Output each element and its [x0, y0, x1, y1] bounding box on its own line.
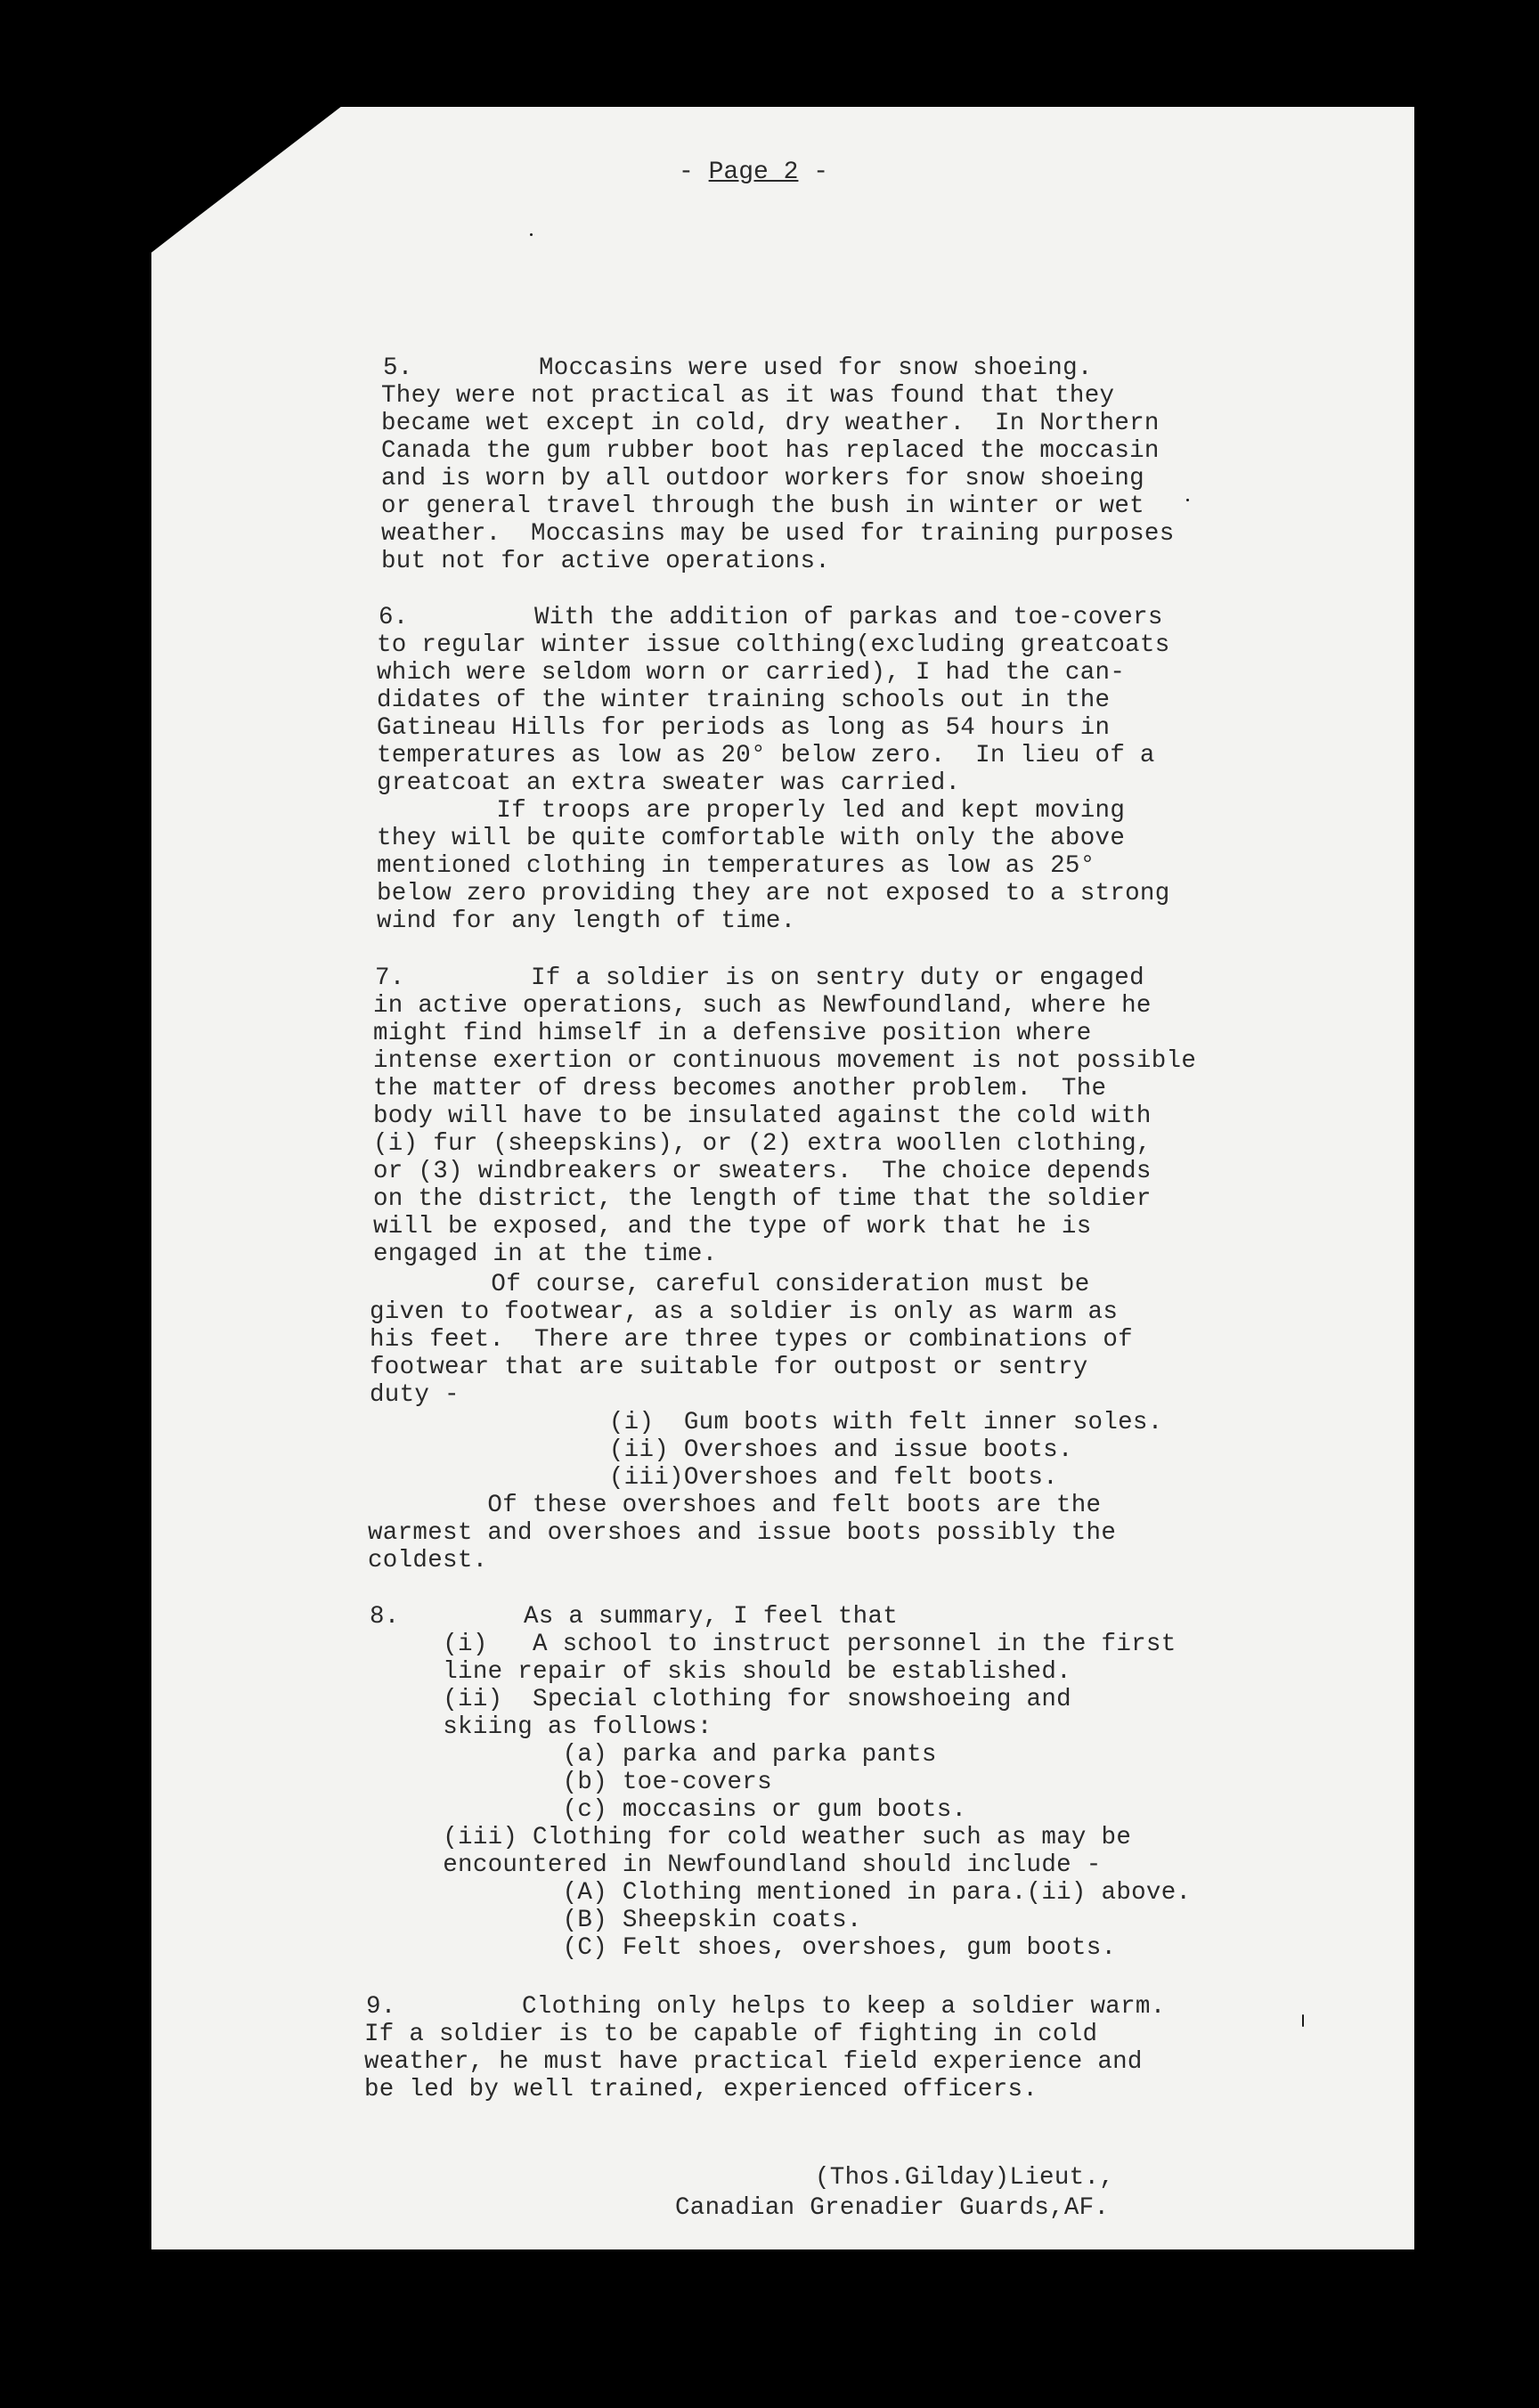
para7-line: (i) fur (sheepskins), or (2) extra woollen clothing, [373, 1130, 1152, 1158]
para6-line: to regular winter issue colthing(excluding greatcoats [377, 631, 1170, 659]
para7-line: intense exertion or continuous movement is not possible [373, 1047, 1197, 1075]
para7-line: body will have to be insulated against the cold with [373, 1102, 1152, 1130]
page-header [679, 159, 828, 186]
para6-line: If troops are properly led and kept moving [377, 797, 1126, 825]
para7-line: given to footwear, as a soldier is only as warm as [370, 1298, 1119, 1326]
para8-line: (i) A school to instruct personnel in the first [383, 1631, 1177, 1658]
para9-line: weather, he must have practical field experience and [364, 2048, 1143, 2076]
para8-list-item: (a) parka and parka pants [383, 1741, 937, 1769]
para6-line: With the addition of parkas and toe-covers [534, 604, 1163, 631]
para5-line: Canada the gum rubber boot has replaced the moccasin [381, 437, 1160, 465]
para9-line: If a soldier is to be capable of fighting in cold [364, 2021, 1098, 2048]
para8-number: 8. [370, 1603, 400, 1631]
para8-line: skiing as follows: [383, 1713, 712, 1741]
para6-line: mentioned clothing in temperatures as low as 25° [377, 852, 1095, 880]
para5-line: They were not practical as it was found that they [381, 382, 1115, 410]
para7-line: duty - [370, 1381, 460, 1409]
para7-line: Of these overshoes and felt boots are the [368, 1492, 1102, 1519]
para7-line: warmest and overshoes and issue boots possibly the [368, 1519, 1117, 1547]
para7-list-item: (iii)Overshoes and felt boots. [370, 1464, 1058, 1492]
para7-line: on the district, the length of time that the soldier [373, 1185, 1152, 1213]
para7-line: might find himself in a defensive position where [373, 1020, 1092, 1047]
scan-speck [1186, 499, 1189, 501]
para7-list-item: (i) Gum boots with felt inner soles. [370, 1409, 1163, 1436]
para7-line: will be exposed, and the type of work that he is [373, 1213, 1092, 1241]
scan-speck [1302, 2014, 1304, 2027]
para6-line: wind for any length of time. [377, 907, 796, 935]
para5-line: but not for active operations. [381, 548, 831, 575]
para5-line: weather. Moccasins may be used for training purposes [381, 520, 1175, 548]
page-number-label: Page 2 [708, 159, 799, 186]
para7-line: engaged in at the time. [373, 1241, 718, 1268]
para9-number: 9. [366, 1993, 396, 2021]
para5-line: Moccasins were used for snow shoeing. [539, 354, 1093, 382]
para6-line: they will be quite comfortable with only the above [377, 825, 1126, 852]
para7-number: 7. [375, 964, 405, 992]
para7-line: Of course, careful consideration must be [371, 1271, 1090, 1298]
para8-line: (iii) Clothing for cold weather such as may be [383, 1824, 1132, 1851]
para5-number: 5. [383, 354, 413, 382]
para5-line: and is worn by all outdoor workers for snow shoeing [381, 465, 1144, 492]
para7-line: in active operations, such as Newfoundland, where he [373, 992, 1152, 1020]
para6-line: which were seldom worn or carried), I had the can- [377, 659, 1126, 687]
para5-line: became wet except in cold, dry weather. In Northern [381, 410, 1160, 437]
para7-line: footwear that are suitable for outpost or sentry [370, 1354, 1088, 1381]
para8-list-item: (b) toe-covers [383, 1769, 772, 1796]
para8-list-item: (C) Felt shoes, overshoes, gum boots. [383, 1934, 1117, 1962]
para6-line: greatcoat an extra sweater was carried. [377, 769, 961, 797]
para6-line: below zero providing they are not exposed to a strong [377, 880, 1170, 907]
para7-line: his feet. There are three types or combinations of [370, 1326, 1133, 1354]
para7-line: coldest. [368, 1547, 488, 1574]
para8-list-item: (B) Sheepskin coats. [383, 1907, 862, 1934]
para9-line: be led by well trained, experienced officers. [364, 2076, 1038, 2103]
para8-line: As a summary, I feel that [524, 1603, 899, 1631]
para9-line: Clothing only helps to keep a soldier warm. [522, 1993, 1166, 2021]
signature-unit: Canadian Grenadier Guards,AF. [675, 2194, 1110, 2222]
para7-line: or (3) windbreakers or sweaters. The choice depends [373, 1158, 1152, 1185]
para6-line: Gatineau Hills for periods as long as 54 hours in [377, 714, 1111, 742]
para6-line: didates of the winter training schools out in the [377, 687, 1111, 714]
para8-line: (ii) Special clothing for snowshoeing and [383, 1686, 1071, 1713]
para8-list-item: (A) Clothing mentioned in para.(ii) above. [383, 1879, 1192, 1907]
header-dash-right: - [798, 159, 829, 186]
para5-line: or general travel through the bush in winter or wet [381, 492, 1144, 520]
para6-line: temperatures as low as 20° below zero. In lieu of a [377, 742, 1155, 769]
para8-list-item: (c) moccasins or gum boots. [383, 1796, 967, 1824]
para6-number: 6. [379, 604, 409, 631]
para8-line: encountered in Newfoundland should include - [383, 1851, 1102, 1879]
para7-list-item: (ii) Overshoes and issue boots. [370, 1436, 1073, 1464]
scan-speck [530, 233, 533, 236]
para7-line: If a soldier is on sentry duty or engaged [531, 964, 1144, 992]
para8-line: line repair of skis should be established. [383, 1658, 1071, 1686]
para7-line: the matter of dress becomes another problem. The [373, 1075, 1107, 1102]
signature-name: (Thos.Gilday)Lieut., [815, 2164, 1115, 2192]
header-dash-left: - [679, 159, 709, 186]
